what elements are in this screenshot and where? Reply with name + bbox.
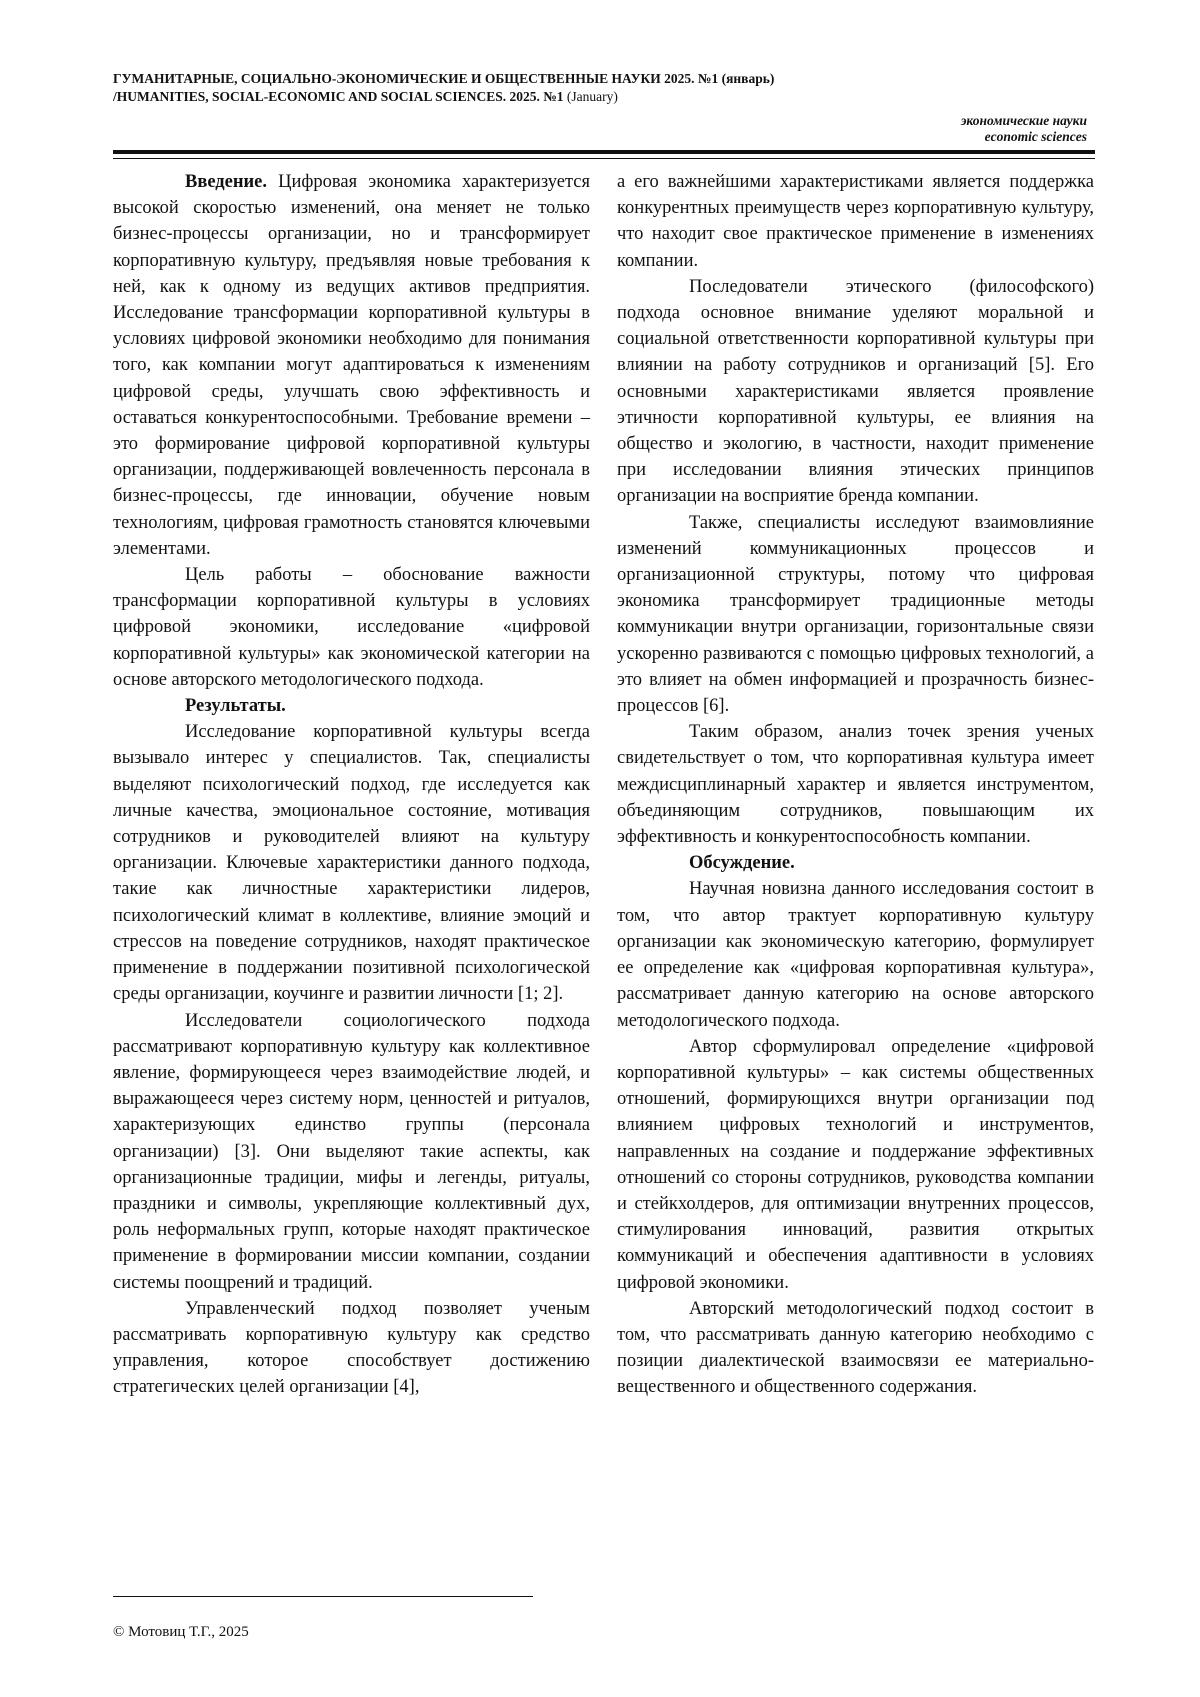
section-tag-ru: экономические науки — [960, 113, 1087, 128]
novelty-paragraph: Научная новизна данного исследования состоит в том, что автор трактует корпоративную культуру организации как экономическую категорию, формулирует ее определение как «цифровая корпоративная культура», рассматривает данную категорию на основе авторского методологического подхода. — [617, 879, 1094, 1031]
footnote-rule — [113, 1596, 533, 1597]
intro-label: Введение. — [185, 172, 268, 192]
section-tag-en: economic sciences — [984, 129, 1087, 144]
results-heading: Результаты. — [185, 696, 286, 717]
summary-paragraph: Таким образом, анализ точек зрения ученых свидетельствует о том, что корпоративная культура имеет междисциплинарный характер и является инструментом, объединяющим сотрудников, повышающим их эффективность и конкурентоспособность компании. — [617, 722, 1094, 848]
communication-paragraph: Также, специалисты исследуют взаимовлияние изменений коммуникационных процессов и организационной структуры, потому что цифровая экономика трансформирует традиционные методы коммуникации внутри организации, горизонтальные связи ускоренно развиваются с помощью цифровых технологий, а это влияет на обмен информацией и прозрачность бизнес-процессов [6]. — [617, 512, 1094, 717]
left-column — [113, 169, 590, 1401]
management-approach-paragraph: Управленческий подход позволяет ученым рассматривать корпоративную культуру как средство управления, которое способствует достижению стратегических целей организации [4], — [113, 1298, 590, 1398]
journal-title-en — [113, 88, 1093, 106]
copyright-note: © Мотовиц Т.Г., 2025 — [113, 1624, 249, 1640]
definition-paragraph: Автор сформулировал определение «цифровой корпоративной культуры» – как системы общественных отношений, формирующихся внутри организации под влиянием цифровых технологий и инструментов, направленных на создание и поддержание эффективных отношений со стороны сотрудников, руководства компании и стейкхолдеров, для оптимизации внутренних процессов, стимулирования инноваций, развития открытых коммуникаций и обеспечения адаптивности в условиях цифровой экономики. — [617, 1036, 1094, 1293]
journal-title-en-main: /HUMANITIES, SOCIAL-ECONOMIC AND SOCIAL SCIENCES. 2025. №1 — [113, 89, 564, 104]
ethical-approach-paragraph: Последователи этического (философского) подхода основное внимание уделяют моральной и социальной ответственности корпоративной культуры при влиянии на работу сотрудников и организаций [5]. Его основными характеристиками является проявление этичности корпоративной культуры, ее влияния на общество и экологию, в частности, находит применение при исследовании влияния этических принципов организации на восприятие бренда компании. — [617, 276, 1094, 507]
intro-text: Цифровая экономика характеризуется высокой скоростью изменений, она меняет не только бизнес-процессы организации, но и трансформирует корпоративную культуру, предъявляя новые требования к ней, как к одному из ведущих активов предприятия. Исследование трансформации корпоративной культуры в условиях цифровой экономики необходимо для понимания того, как компании могут адаптироваться к изменениям цифровой среды, улучшать свою эффективность и оставаться конкурентоспособными. Требование времени – это формирование цифровой корпоративной культуры организации, поддерживающей вовлеченность персонала в бизнес-процессы, где инновации, обучение новым технологиям, цифровая грамотность становятся ключевыми элементами. — [113, 172, 590, 559]
psychological-approach-paragraph: Исследование корпоративной культуры всегда вызывало интерес у специалистов. Так, специалисты выделяют психологический подход, где исследуется как личные качества, эмоциональное состояние, мотивация сотрудников и руководителей влияют на культуру организации. Ключевые характеристики данного подхода, такие как личностные характеристики лидеров, психологический климат в коллективе, влияние эмоций и стрессов на поведение сотрудников, находят практическое применение в поддержании позитивной психологической среды организации, коучинге и развитии личности [1; 2]. — [113, 722, 590, 1005]
management-approach-continuation: а его важнейшими характеристиками является поддержка конкурентных преимуществ через корпоративную культуру, что находит свое практическое применение в изменениях компании. — [617, 172, 1094, 271]
journal-title-ru: ГУМАНИТАРНЫЕ, СОЦИАЛЬНО-ЭКОНОМИЧЕСКИЕ И ОБЩЕСТВЕННЫЕ НАУКИ 2025. №1 (январь) — [113, 71, 775, 86]
header-rule-thin — [113, 158, 1095, 159]
header-rule-thick — [113, 150, 1095, 154]
intro-paragraph — [113, 169, 590, 562]
journal-issue-month: (January) — [563, 89, 618, 104]
right-column — [617, 169, 1094, 1401]
sociological-approach-paragraph: Исследователи социологического подхода рассматривают корпоративную культуру как коллективное явление, формирующееся через взаимодействие людей, и выражающееся через систему норм, ценностей и ритуалов, характеризующих единство группы (персонала организации) [3]. Они выделяют такие аспекты, как организационные традиции, мифы и легенды, ритуалы, праздники и символы, укрепляющие коллективный дух, роль неформальных групп, которые находят практическое применение в формировании миссии компании, создании системы поощрений и традиций. — [113, 1010, 590, 1293]
methodology-paragraph: Авторский методологический подход состоит в том, что рассматривать данную категорию необходимо с позиции диалектической взаимосвязи ее материально-вещественного и общественного содержания. — [617, 1298, 1094, 1398]
discussion-heading: Обсуждение. — [689, 853, 795, 874]
journal-header — [113, 70, 1093, 106]
section-tag — [961, 113, 1087, 145]
goal-paragraph: Цель работы – обоснование важности трансформации корпоративной культуры в условиях цифровой экономики, исследование «цифровой корпоративной культуры» как экономической категории на основе авторского методологического подхода. — [113, 565, 590, 690]
